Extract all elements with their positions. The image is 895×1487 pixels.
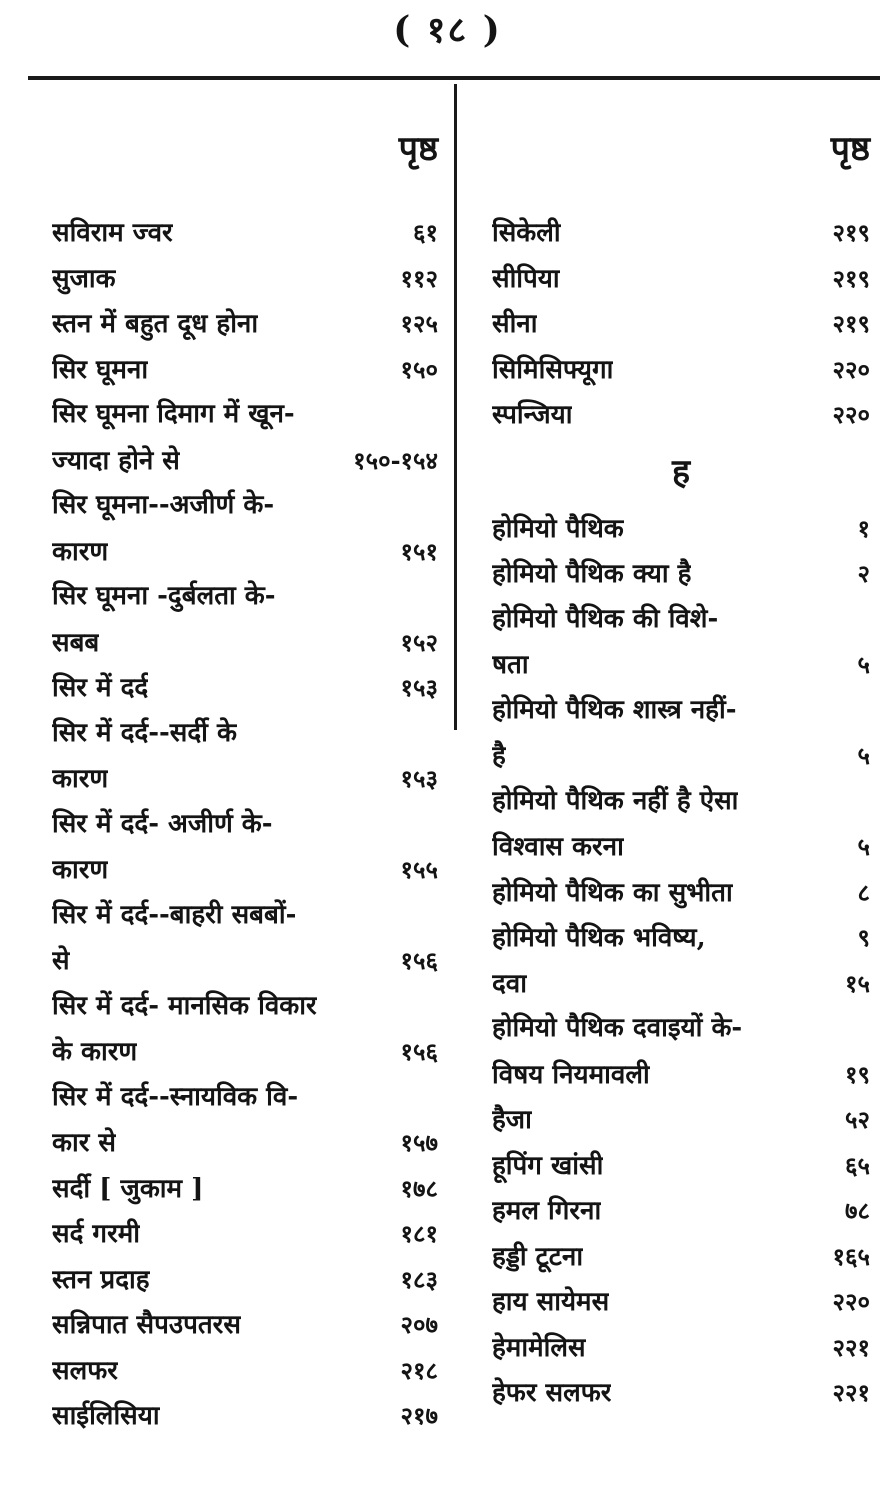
entry-page-number: ५ [857, 741, 870, 770]
index-entry [492, 1006, 870, 1052]
entry-text: विषय नियमावली [492, 1059, 650, 1090]
index-entry [492, 1188, 870, 1234]
entry-page-number: १७८ [400, 1173, 438, 1203]
entry-page-number: ७८ [845, 1196, 870, 1225]
right-entry-list-before [492, 210, 870, 438]
entry-page-number: २२१ [832, 1378, 870, 1407]
entry-page-number: ५२ [845, 1105, 870, 1134]
entry-text: कार से [52, 1128, 116, 1158]
entry-page-number: १५ [845, 968, 870, 998]
entry-text: है [492, 741, 506, 771]
entry-text: विश्वास करना [492, 832, 624, 862]
entry-page-number: १५३ [400, 673, 438, 702]
column-divider [454, 84, 457, 730]
entry-text: सविराम ज्वर [52, 218, 173, 248]
entry-text: षता [492, 650, 529, 680]
entry-text: सर्दी [ जुकाम ] [52, 1173, 204, 1204]
entry-text: सलफर [52, 1355, 118, 1386]
entry-page-number: २१९ [832, 263, 870, 293]
entry-page-number: ६५ [845, 1150, 870, 1180]
index-entry [492, 506, 870, 552]
entry-page-number: २१९ [832, 218, 870, 247]
entry-text: सन्निपात सैपउपतरस [52, 1310, 241, 1340]
index-entry [492, 1052, 870, 1098]
entry-page-number: १९ [845, 1059, 870, 1089]
entry-page-number: २०७ [400, 1310, 438, 1339]
index-entry [52, 392, 438, 438]
entry-text: हेफर सलफर [492, 1378, 612, 1408]
right-column [492, 118, 870, 1416]
entry-text: स्पन्जिया [492, 400, 573, 430]
entry-page-number: १२५ [400, 309, 438, 338]
entry-text: सिर घूमना [52, 354, 149, 385]
entry-page-number: २२१ [832, 1332, 870, 1362]
entry-text: हैजा [492, 1105, 532, 1135]
entry-text: सिर में दर्द- अजीर्ण के- [52, 808, 273, 839]
entry-text: हड्डी टूटना [492, 1241, 584, 1272]
index-entry [492, 392, 870, 438]
entry-text: सिर में दर्द--स्नायविक वि- [52, 1081, 299, 1112]
entry-text: से [52, 946, 70, 976]
index-entry [492, 347, 870, 393]
index-entry [52, 711, 438, 757]
top-rule [28, 76, 880, 80]
entry-text: सीना [492, 309, 538, 339]
index-entry [52, 1166, 438, 1212]
left-column [52, 118, 438, 1439]
entry-text: दवा [492, 968, 527, 999]
index-entry [52, 802, 438, 848]
entry-page-number: ५ [857, 650, 870, 679]
index-entry [492, 597, 870, 643]
index-entry [492, 870, 870, 916]
entry-page-number: २ [857, 559, 870, 588]
entry-page-number: १५७ [400, 1128, 438, 1157]
entry-page-number: २१७ [400, 1401, 438, 1430]
index-entry [52, 938, 438, 984]
index-entry [52, 847, 438, 893]
index-entry [52, 1348, 438, 1394]
entry-page-number: ८ [857, 877, 870, 907]
entry-text: सिर घूमना दिमाग में खून- [52, 399, 295, 429]
index-entry [52, 1211, 438, 1257]
entry-page-number: ९ [857, 923, 870, 952]
entry-page-number: ६१ [413, 218, 438, 247]
index-entry [52, 1257, 438, 1303]
entry-text: सीपिया [492, 263, 560, 294]
entry-text: स्तन में बहुत दूध होना [52, 309, 259, 339]
entry-text: साईलिसिया [52, 1401, 160, 1431]
index-entry [492, 1370, 870, 1416]
index-entry [52, 574, 438, 620]
entry-text: सिर में दर्द [52, 673, 149, 703]
index-entry [492, 256, 870, 302]
entry-page-number: २२० [832, 1287, 870, 1316]
index-entry [492, 733, 870, 779]
entry-text: सिर घूमना -दुर्बलता के- [52, 581, 276, 611]
entry-text: हेमामेलिस [492, 1332, 586, 1363]
index-entry [492, 915, 870, 961]
entry-page-number: ५ [857, 832, 870, 861]
entry-text: होमियो पैथिक शास्त्र नहीं- [492, 694, 737, 725]
index-entry [52, 210, 438, 256]
index-entry [492, 1325, 870, 1371]
entry-page-number: ११२ [400, 263, 438, 293]
index-entry [492, 961, 870, 1007]
index-entry [52, 1120, 438, 1166]
index-entry [52, 1302, 438, 1348]
right-entry-list-after [492, 506, 870, 1416]
index-entry [52, 1075, 438, 1121]
entry-text: होमियो पैथिक नहीं है ऐसा [492, 785, 739, 816]
index-entry [52, 256, 438, 302]
index-entry [492, 1143, 870, 1189]
entry-page-number: १५५ [400, 855, 438, 884]
entry-text: कारण [52, 855, 109, 885]
index-entry [52, 483, 438, 529]
entry-text: होमियो पैथिक की विशे- [492, 603, 719, 634]
entry-text: हाय सायेमस [492, 1287, 610, 1317]
entry-text: होमियो पैथिक का सुभीता [492, 877, 733, 908]
index-entry [492, 642, 870, 688]
entry-page-number: १५० [400, 354, 438, 384]
index-entry [492, 1234, 870, 1280]
entry-text: कारण [52, 536, 109, 567]
entry-text: स्तन प्रदाह [52, 1264, 150, 1295]
left-entry-list [52, 210, 438, 1439]
entry-page-number: १५६ [400, 1037, 438, 1066]
entry-text: ज्यादा होने से [52, 445, 180, 476]
entry-page-number: १५१ [400, 536, 438, 566]
entry-text: सिकेली [492, 218, 561, 248]
index-entry [492, 779, 870, 825]
entry-page-number: २२० [832, 400, 870, 429]
entry-page-number: १६५ [832, 1241, 870, 1271]
entry-page-number: १५०-१५४ [353, 445, 438, 475]
left-column-header: पृष्ठ [398, 129, 438, 169]
entry-text: होमियो पैथिक [492, 513, 624, 544]
index-entry [492, 688, 870, 734]
index-entry [52, 1393, 438, 1439]
entry-text: हमल गिरना [492, 1196, 602, 1226]
entry-text: सिर घूमना--अजीर्ण के- [52, 490, 275, 520]
index-entry [492, 1279, 870, 1325]
entry-text: सिमिसिफ्यूगा [492, 354, 614, 385]
index-entry [52, 620, 438, 666]
index-entry [52, 984, 438, 1030]
entry-text: सबब [52, 627, 100, 658]
index-entry [52, 301, 438, 347]
index-entry [52, 665, 438, 711]
entry-text: सिर में दर्द- मानसिक विकार [52, 990, 317, 1021]
entry-page-number: २१९ [832, 309, 870, 338]
entry-page-number: १८३ [400, 1264, 438, 1294]
entry-page-number: २२० [832, 354, 870, 384]
entry-text: कारण [52, 764, 109, 794]
right-column-header: पृष्ठ [830, 129, 870, 169]
entry-page-number: १५३ [400, 764, 438, 793]
index-entry [52, 756, 438, 802]
index-entry [492, 824, 870, 870]
index-entry [52, 438, 438, 484]
entry-page-number: १८१ [400, 1219, 438, 1248]
index-entry [492, 210, 870, 256]
index-entry [52, 529, 438, 575]
entry-page-number: १ [857, 513, 870, 543]
entry-page-number: १५६ [400, 946, 438, 975]
entry-page-number: २१८ [400, 1355, 438, 1385]
index-entry [492, 1097, 870, 1143]
entry-text: सर्द गरमी [52, 1219, 140, 1249]
index-entry [52, 347, 438, 393]
page-number: ( १८ ) [393, 9, 502, 51]
index-entry [492, 301, 870, 347]
entry-text: होमियो पैथिक भविष्य, [492, 923, 706, 953]
section-heading: ह [671, 451, 691, 492]
entry-text: सिर में दर्द--सर्दी के [52, 717, 237, 748]
entry-text: होमियो पैथिक क्या है [492, 559, 692, 589]
entry-text: सुजाक [52, 263, 116, 294]
entry-text: होमियो पैथिक दवाइयों के- [492, 1013, 743, 1043]
entry-text: के कारण [52, 1037, 138, 1067]
index-entry [492, 551, 870, 597]
entry-page-number: १५२ [400, 627, 438, 657]
entry-text: हूपिंग खांसी [492, 1150, 604, 1181]
index-entry [52, 1029, 438, 1075]
index-entry [52, 893, 438, 939]
entry-text: सिर में दर्द--बाहरी सबबों- [52, 899, 297, 930]
